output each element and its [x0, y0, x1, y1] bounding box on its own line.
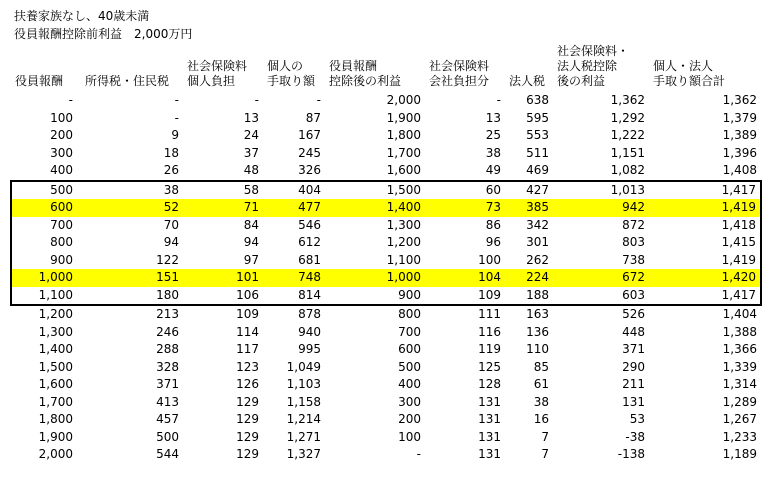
- table-cell: 385: [505, 199, 553, 217]
- table-cell: 1,900: [386, 110, 421, 125]
- table-cell: 1,600: [38, 377, 73, 391]
- header-label-line: 役員報酬: [329, 59, 378, 73]
- table-cell: 1,400: [38, 342, 73, 356]
- header-label-line: 後の利益: [557, 74, 606, 88]
- table-cell: 371: [156, 377, 179, 391]
- table-cell: 800: [398, 307, 421, 321]
- table-cell: 122: [156, 252, 179, 267]
- table-cell: 800: [11, 234, 77, 252]
- table-cell: 526: [622, 307, 645, 321]
- header-label-line: 個人負担: [187, 74, 236, 88]
- table-cell: 300: [398, 394, 421, 409]
- table-cell: 1,289: [722, 394, 757, 409]
- table-cell: 119: [478, 342, 501, 356]
- table-cell: 151: [77, 269, 183, 287]
- table-cell: 58: [183, 181, 263, 200]
- table-cell: -: [316, 93, 321, 107]
- table-cell: 101: [183, 269, 263, 287]
- header-label-line: 社会保険料: [187, 59, 248, 73]
- table-cell: 1,404: [722, 307, 757, 321]
- table-cell: 16: [533, 412, 549, 426]
- table-cell: 1,419: [649, 252, 761, 270]
- table-cell: 300: [50, 145, 73, 160]
- header-personal-take-home: [263, 44, 325, 92]
- table-row: [11, 341, 761, 359]
- table-cell: 18: [163, 145, 179, 160]
- table-cell: 123: [236, 359, 259, 374]
- header-income-resident-tax: [77, 44, 183, 92]
- table-row: [11, 305, 761, 324]
- table-cell: 200: [50, 128, 73, 142]
- header-label-line: 社会保険料: [429, 59, 490, 73]
- table-cell: 131: [478, 447, 501, 461]
- table-cell: 371: [622, 342, 645, 356]
- table-cell: 2,000: [38, 447, 73, 461]
- table-row: [11, 252, 761, 270]
- table-row: [11, 411, 761, 429]
- table-cell: 1,327: [286, 447, 321, 461]
- table-cell: 1,100: [386, 252, 421, 267]
- table-cell: 246: [156, 324, 179, 339]
- table-cell: 180: [77, 287, 183, 306]
- table-cell: 814: [263, 287, 325, 306]
- table-cell: 211: [622, 377, 645, 391]
- table-cell: -138: [617, 447, 645, 461]
- table-cell: 13: [485, 110, 501, 125]
- table-cell: 129: [236, 394, 259, 409]
- table-cell: 1,388: [722, 324, 757, 339]
- table-cell: 738: [622, 252, 645, 267]
- table-cell: 1,600: [386, 163, 421, 177]
- table-cell: 37: [243, 145, 259, 160]
- table-cell: 1,189: [722, 447, 757, 461]
- table-cell: 85: [533, 359, 549, 374]
- table-cell: 100: [398, 429, 421, 444]
- table-cell: 1,200: [38, 307, 73, 321]
- table-cell: 544: [156, 447, 179, 461]
- header-social-insurance-personal: [183, 44, 263, 92]
- table-cell: 167: [298, 128, 321, 142]
- header-label-line: 役員報酬: [15, 74, 64, 88]
- pretax-profit-note: 役員報酬控除前利益 2,000万円: [14, 27, 193, 41]
- table-cell: 1,158: [286, 394, 321, 409]
- table-row: [11, 429, 761, 447]
- header-label-line: 所得税・住民税: [85, 74, 170, 88]
- table-cell: 86: [485, 217, 501, 232]
- table-cell: 290: [622, 359, 645, 374]
- table-cell: 511: [526, 145, 549, 160]
- table-cell: 878: [298, 307, 321, 321]
- table-cell: 326: [298, 163, 321, 177]
- table-header-row: [11, 44, 761, 92]
- compensation-table: [10, 44, 762, 464]
- table-cell: 427: [505, 181, 553, 200]
- table-cell: 681: [298, 252, 321, 267]
- table-cell: 13: [243, 110, 259, 125]
- table-cell: 595: [526, 110, 549, 125]
- table-cell: 900: [325, 287, 425, 306]
- table-cell: 940: [298, 324, 321, 339]
- table-cell: 1,271: [286, 429, 321, 444]
- table-cell: 1,700: [386, 145, 421, 160]
- table-cell: 100: [478, 252, 501, 267]
- table-cell: 38: [77, 181, 183, 200]
- table-cell: 553: [526, 128, 549, 142]
- header-label-line: 法人税控除: [557, 59, 618, 73]
- table-cell: 600: [398, 342, 421, 356]
- table-cell: -: [174, 110, 179, 125]
- table-cell: 128: [478, 377, 501, 391]
- table-row: [11, 376, 761, 394]
- table-cell: 2,000: [386, 93, 421, 107]
- table-cell: 638: [526, 93, 549, 107]
- table-cell: 1,222: [610, 128, 645, 142]
- table-cell: 1,418: [649, 217, 761, 235]
- table-cell: 603: [553, 287, 649, 306]
- table-cell: 1,700: [38, 394, 73, 409]
- table-cell: 1,000: [325, 269, 425, 287]
- table-cell: -: [254, 93, 259, 107]
- table-cell: 110: [526, 342, 549, 356]
- header-profit-after-pay: [325, 44, 425, 92]
- table-cell: 61: [533, 377, 549, 391]
- table-cell: 1,100: [11, 287, 77, 306]
- table-cell: 49: [485, 163, 501, 177]
- table-cell: 104: [425, 269, 505, 287]
- table-cell: 60: [425, 181, 505, 200]
- table-cell: 1,800: [38, 412, 73, 426]
- table-cell: 1,396: [722, 145, 757, 160]
- table-row: [11, 199, 761, 217]
- table-cell: 1,379: [722, 110, 757, 125]
- table-cell: 1,389: [722, 128, 757, 142]
- table-cell: 1,300: [38, 324, 73, 339]
- table-row: [11, 324, 761, 342]
- table-cell: 469: [526, 163, 549, 177]
- table-cell: 1,900: [38, 429, 73, 444]
- table-cell: 872: [622, 217, 645, 232]
- table-cell: 448: [622, 324, 645, 339]
- table-cell: 942: [553, 199, 649, 217]
- table-cell: 1,314: [722, 377, 757, 391]
- header-label-line: 個人・法人: [653, 59, 714, 73]
- table-cell: 900: [11, 252, 77, 270]
- table-cell: 53: [629, 412, 645, 426]
- table-cell: 477: [263, 199, 325, 217]
- table-cell: 126: [236, 377, 259, 391]
- table-cell: 94: [243, 235, 259, 249]
- table-cell: 1,400: [325, 199, 425, 217]
- table-cell: 84: [243, 217, 259, 232]
- table-cell: 262: [526, 252, 549, 267]
- table-cell: 1,415: [649, 234, 761, 252]
- table-cell: 24: [243, 128, 259, 142]
- table-cell: 1,300: [386, 217, 421, 232]
- table-cell: 301: [526, 235, 549, 249]
- table-cell: 1,049: [286, 359, 321, 374]
- table-cell: 1,013: [553, 181, 649, 200]
- table-cell: 700: [398, 324, 421, 339]
- table-cell: -: [496, 93, 501, 107]
- table-row: [11, 359, 761, 377]
- table-cell: 1,000: [11, 269, 77, 287]
- table-cell: 1,200: [386, 235, 421, 249]
- table-cell: 106: [183, 287, 263, 306]
- header-corporate-tax: [505, 44, 553, 92]
- header-label-line: 個人の: [267, 59, 304, 73]
- table-cell: 73: [425, 199, 505, 217]
- table-cell: 1,500: [325, 181, 425, 200]
- table-cell: 400: [398, 377, 421, 391]
- header-label-line: 法人税: [509, 74, 546, 88]
- table-cell: 70: [163, 217, 179, 232]
- table-cell: 131: [478, 394, 501, 409]
- table-row: [11, 287, 761, 306]
- table-row: [11, 110, 761, 128]
- table-cell: 131: [622, 394, 645, 409]
- table-cell: 245: [298, 145, 321, 160]
- table-cell: 995: [298, 342, 321, 356]
- table-cell: 129: [236, 429, 259, 444]
- table-row: [11, 92, 761, 110]
- header-label-line: 手取り額: [267, 74, 316, 88]
- table-cell: 500: [398, 359, 421, 374]
- table-cell: 213: [156, 307, 179, 321]
- table-cell: 612: [298, 235, 321, 249]
- table-cell: 200: [398, 412, 421, 426]
- table-cell: -38: [625, 429, 645, 444]
- table-cell: 288: [156, 342, 179, 356]
- table-cell: 111: [478, 307, 501, 321]
- table-cell: 9: [171, 128, 179, 142]
- table-cell: 7: [541, 447, 549, 461]
- table-cell: 109: [236, 307, 259, 321]
- table-cell: 500: [11, 181, 77, 200]
- table-cell: 1,366: [722, 342, 757, 356]
- table-cell: 109: [425, 287, 505, 306]
- table-row: [11, 181, 761, 200]
- table-cell: 114: [236, 324, 259, 339]
- table-cell: 1,800: [386, 128, 421, 142]
- table-cell: 342: [526, 217, 549, 232]
- table-cell: 38: [533, 394, 549, 409]
- header-total-take-home: [649, 44, 761, 92]
- table-cell: 400: [50, 163, 73, 177]
- header-label-line: 社会保険料・: [557, 44, 630, 58]
- header-profit-after-tax: [553, 44, 649, 92]
- table-cell: 224: [505, 269, 553, 287]
- table-row: [11, 269, 761, 287]
- table-cell: 700: [11, 217, 77, 235]
- table-cell: -: [416, 447, 421, 461]
- condition-note: 扶養家族なし、40歳未満: [14, 9, 150, 23]
- table-cell: 136: [526, 324, 549, 339]
- table-cell: 672: [553, 269, 649, 287]
- table-cell: 96: [485, 235, 501, 249]
- table-cell: 1,233: [722, 429, 757, 444]
- header-label-line: 手取り額合計: [653, 74, 726, 88]
- table-cell: 328: [156, 359, 179, 374]
- table-cell: 188: [505, 287, 553, 306]
- header-social-insurance-company: [425, 44, 505, 92]
- table-cell: 26: [163, 163, 179, 177]
- table-cell: 7: [541, 429, 549, 444]
- table-cell: 116: [478, 324, 501, 339]
- table-row: [11, 394, 761, 412]
- table-cell: 38: [485, 145, 501, 160]
- table-cell: 803: [622, 235, 645, 249]
- table-row: [11, 217, 761, 235]
- table-cell: 94: [163, 235, 179, 249]
- table-cell: 163: [526, 307, 549, 321]
- table-cell: 457: [156, 412, 179, 426]
- table-cell: 1,292: [610, 110, 645, 125]
- table-cell: 1,419: [649, 199, 761, 217]
- table-cell: 97: [243, 252, 259, 267]
- header-label-line: 控除後の利益: [329, 74, 402, 88]
- table-cell: 125: [478, 359, 501, 374]
- header-executive-pay: [11, 44, 77, 92]
- table-cell: 131: [478, 429, 501, 444]
- table-cell: 1,500: [38, 359, 73, 374]
- table-row: [11, 446, 761, 464]
- table-cell: 71: [183, 199, 263, 217]
- table-cell: 1,420: [649, 269, 761, 287]
- table-cell: 1,267: [722, 412, 757, 426]
- table-cell: 100: [50, 110, 73, 125]
- table-cell: 404: [263, 181, 325, 200]
- table-cell: 1,214: [286, 412, 321, 426]
- table-cell: 129: [236, 412, 259, 426]
- table-body: [11, 92, 761, 464]
- table-cell: 413: [156, 394, 179, 409]
- table-cell: 131: [478, 412, 501, 426]
- table-cell: 1,151: [610, 145, 645, 160]
- table-cell: 1,362: [722, 93, 757, 107]
- table-cell: 1,103: [286, 377, 321, 391]
- table-row: [11, 234, 761, 252]
- table-cell: 1,408: [722, 163, 757, 177]
- table-cell: 87: [305, 110, 321, 125]
- table-cell: 600: [11, 199, 77, 217]
- table-cell: 748: [263, 269, 325, 287]
- table-cell: 1,362: [610, 93, 645, 107]
- table-cell: 129: [236, 447, 259, 461]
- table-cell: 52: [77, 199, 183, 217]
- table-cell: 1,417: [649, 287, 761, 306]
- table-cell: 546: [298, 217, 321, 232]
- table-row: [11, 145, 761, 163]
- table-row: [11, 127, 761, 145]
- table-cell: 1,082: [610, 163, 645, 177]
- table-cell: -: [68, 93, 73, 107]
- table-cell: -: [174, 93, 179, 107]
- table-cell: 25: [485, 128, 501, 142]
- table-row: [11, 162, 761, 181]
- table-cell: 1,417: [649, 181, 761, 200]
- table-cell: 500: [156, 429, 179, 444]
- header-label-line: 会社負担分: [429, 74, 490, 88]
- table-cell: 48: [243, 163, 259, 177]
- table-cell: 117: [236, 342, 259, 356]
- table-cell: 1,339: [722, 359, 757, 374]
